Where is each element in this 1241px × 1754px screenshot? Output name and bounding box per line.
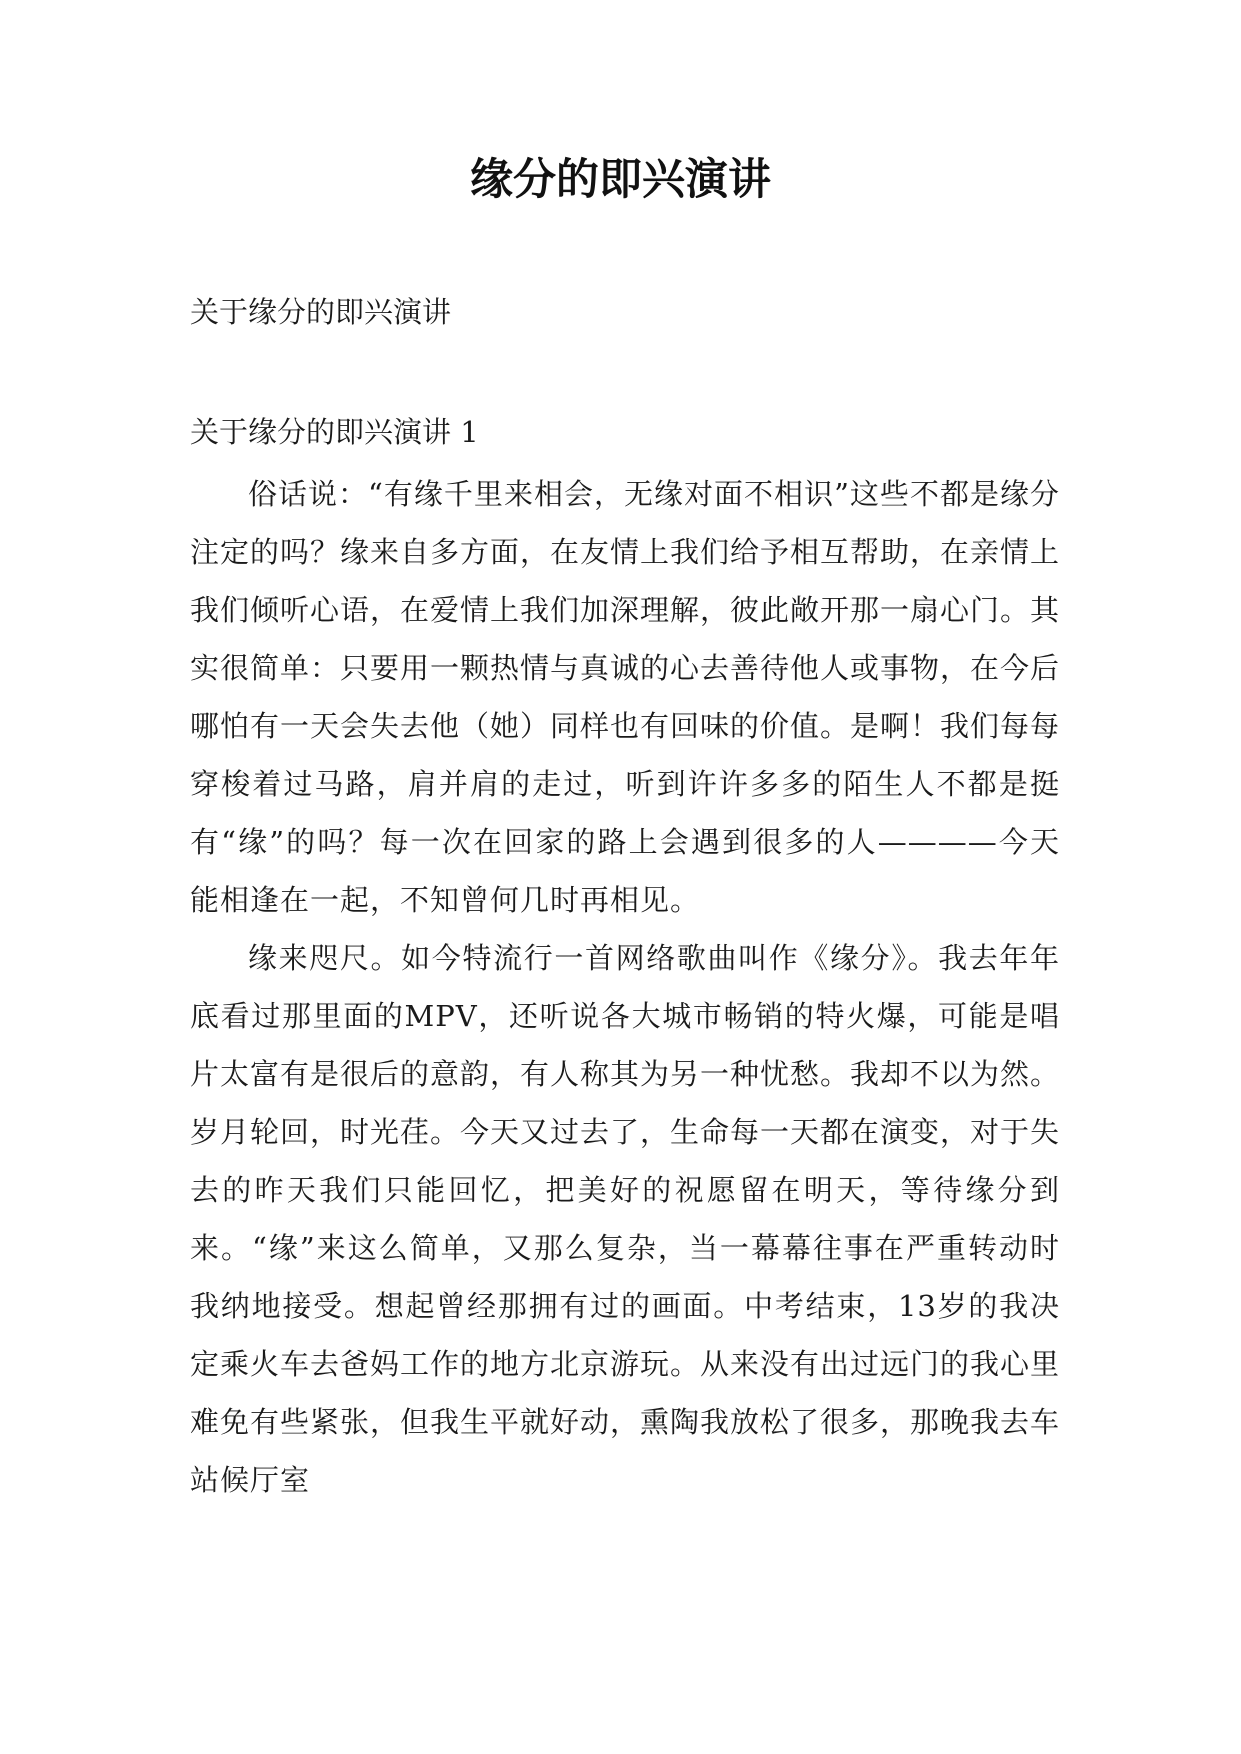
document-title: 缘分的即兴演讲 <box>470 155 771 205</box>
document-subtitle: 关于缘分的即兴演讲 <box>190 295 452 329</box>
section-heading: 关于缘分的即兴演讲 1 <box>190 415 479 449</box>
paragraph-1: 俗话说：“有缘千里来相会，无缘对面不相识”这些不都是缘分注定的吗？缘来自多方面，在友情上我们给予相互帮助，在亲情上我们倾听心语，在爱情上我们加深理解，彼此敞开那一扇心门。其实很简单：只要用一颗热情与真诚的心去善待他人或事物，在今后哪怕有一天会失去他（她）同样也有回味的价值。是啊！我们每每穿梭着过马路，肩并肩的走过，听到许许多多的陌生人不都是挺有“缘”的吗？每一次在回家的路上会遇到很多的人————今天能相逢在一起，不知曾何几时再相见。 <box>190 477 1061 917</box>
body-text <box>190 465 1060 1509</box>
paragraph-2: 缘来咫尺。如今特流行一首网络歌曲叫作《缘分》。我去年年底看过那里面的MPV，还听说各大城市畅销的特火爆，可能是唱片太富有是很后的意韵，有人称其为另一种忧愁。我却不以为然。岁月轮回，时光荏。今天又过去了，生命每一天都在演变，对于失去的昨天我们只能回忆，把美好的祝愿留在明天，等待缘分到来。“缘”来这么简单，又那么复杂，当一幕幕往事在严重转动时我纳地接受。想起曾经那拥有过的画面。中考结束，13岁的我决定乘火车去爸妈工作的地方北京游玩。从来没有出过远门的我心里难免有些紧张，但我生平就好动，熏陶我放松了很多，那晚我去车站候厅室 <box>190 941 1061 1497</box>
